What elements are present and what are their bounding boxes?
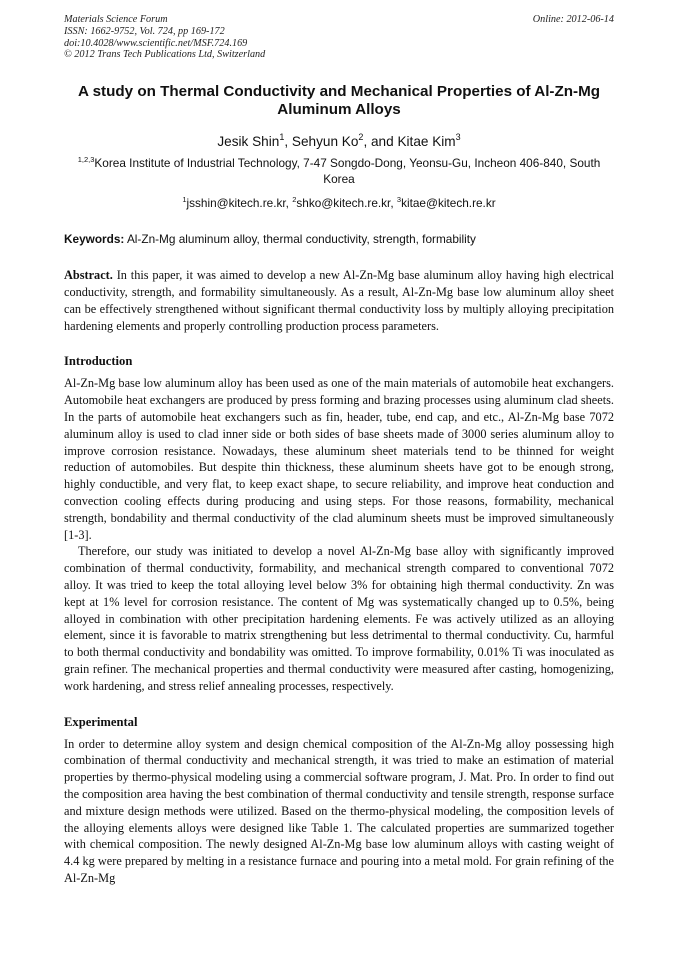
abstract-text: In this paper, it was aimed to develop a new Al-Zn-Mg base aluminum alloy having high electrical conductivity, strength, and formability simultaneously. As a result, Al-Zn-Mg base low aluminum alloy sheet can be effectively strengthened without significant thermal conductivity loss by multiply alloying precipitation hardening elements and properly controlling production process parameters.	[64, 268, 614, 333]
email-link[interactable]: kitae@kitech.re.kr	[401, 196, 496, 211]
email-sup: 2	[292, 195, 297, 205]
paper-title: A study on Thermal Conductivity and Mechanical Properties of Al-Zn-Mg Aluminum Alloys	[77, 83, 601, 119]
email-link[interactable]: shko@kitech.re.kr	[296, 196, 391, 211]
affiliation	[64, 156, 614, 187]
copyright-line: © 2012 Trans Tech Publications Ltd, Switzerland	[64, 49, 266, 61]
author-affil-sup: 2	[358, 132, 364, 143]
author-affil-sup: 1	[279, 132, 285, 143]
email-sup: 3	[396, 195, 402, 205]
email-separator: ,	[285, 196, 293, 211]
affiliation-text: Korea Institute of Industrial Technology, 7-47 Songdo-Dong, Yeonsu-Gu, Incheon 406-840, South Korea	[94, 156, 601, 186]
email-list	[64, 196, 614, 211]
journal-meta	[64, 14, 614, 61]
author-separator: , and	[363, 134, 398, 150]
affiliation-sup: 1,2,3	[77, 155, 95, 165]
keywords-text: Al-Zn-Mg aluminum alloy, thermal conductivity, strength, formability	[124, 232, 476, 247]
email-link[interactable]: jsshin@kitech.re.kr	[186, 196, 286, 211]
email-sup: 1	[182, 195, 187, 205]
author-name: Kitae Kim	[397, 134, 456, 150]
issn-line: ISSN: 1662-9752, Vol. 724, pp 169-172	[64, 25, 225, 37]
author-name: Jesik Shin	[217, 134, 280, 150]
section-heading-experimental: Experimental	[64, 714, 138, 729]
doi-line: doi:10.4028/www.scientific.net/MSF.724.169	[64, 37, 248, 49]
author-list	[64, 133, 614, 151]
section-heading-introduction: Introduction	[64, 354, 133, 369]
email-separator: ,	[390, 196, 397, 211]
introduction-paragraph: Al-Zn-Mg base low aluminum alloy has been used as one of the main materials of automobile heat exchangers. Automobile heat exchangers are produced by press forming and brazing processes using aluminum clad sheets. In the parts of automobile heat exchangers such as fin, header, tube, end cap, and etc., Al-Zn-Mg base 7072 aluminum alloy is used to clad inner side or both sides of base sheets made of 3000 series aluminum alloy to improve corrosion resistance. Nowadays, these aluminum sheet materials tend to be thinned for weight reduction of automobiles. But despite thin thickness, these aluminum sheets have got to be enough strong, highly conductible, and very flat, to keep exact shape, to secure reliability, and improve heat conduction and convection cooling effects during producing and using steps. For those reasons, formability, mechanical strength, bondability and thermal conductivity of the clad aluminum sheets must be improved simultaneously [1-3].	[64, 376, 614, 542]
author-affil-sup: 3	[455, 132, 461, 143]
author-name: Sehyun Ko	[291, 134, 359, 150]
online-date: Online: 2012-06-14	[532, 14, 614, 25]
keywords-label: Keywords:	[64, 232, 125, 247]
keywords	[64, 232, 614, 247]
author-separator: ,	[284, 134, 292, 150]
introduction-paragraph: Therefore, our study was initiated to develop a novel Al-Zn-Mg base alloy with significantly improved combination of thermal conductivity, formability, and mechanical strength compared to conventional 7072 alloy. It was tried to keep the total alloying level below 3% for obtaining high thermal conductivity. Zn was kept at 1% level for corrosion resistance. The content of Mg was systematically changed up to 0.5%, being alloyed in combination with other precipitation hardening elements. Fe was actively utilized as an alloying element, since it is favorable to matrix strengthening but less detrimental to thermal conductivity. Cu, harmful to both thermal conductivity and bondability was omitted. To improve formability, 0.01% Ti was inoculated as grain refiner. The mechanical properties and thermal conductivity were measured after casting, homogenizing, work hardening, and stress relief annealing processes, respectively.	[64, 544, 614, 693]
journal-name: Materials Science Forum	[64, 14, 168, 25]
abstract	[64, 267, 614, 334]
abstract-label: Abstract.	[64, 268, 113, 283]
experimental-paragraph: In order to determine alloy system and design chemical composition of the Al-Zn-Mg alloy possessing high combination of thermal conductivity and mechanical strength, it was tried to make an estimation of material properties by thermo-physical modeling using a commercial software program, J. Mat. Pro. In order to find out the composition area having the best combination of thermal conductivity and tensile strength, response surface and mixture design methods were utilized. Based on the thermo-physical modeling, the composition levels of the alloying elements alloys were designed like Table 1. The calculated properties are summarized together with chemical composition. The newly designed Al-Zn-Mg base low aluminum alloys with casting weight of 4.4 kg were prepared by melting in a resistance furnace and pouring into a metal mold. For grain refining of the Al-Zn-Mg	[64, 736, 614, 885]
